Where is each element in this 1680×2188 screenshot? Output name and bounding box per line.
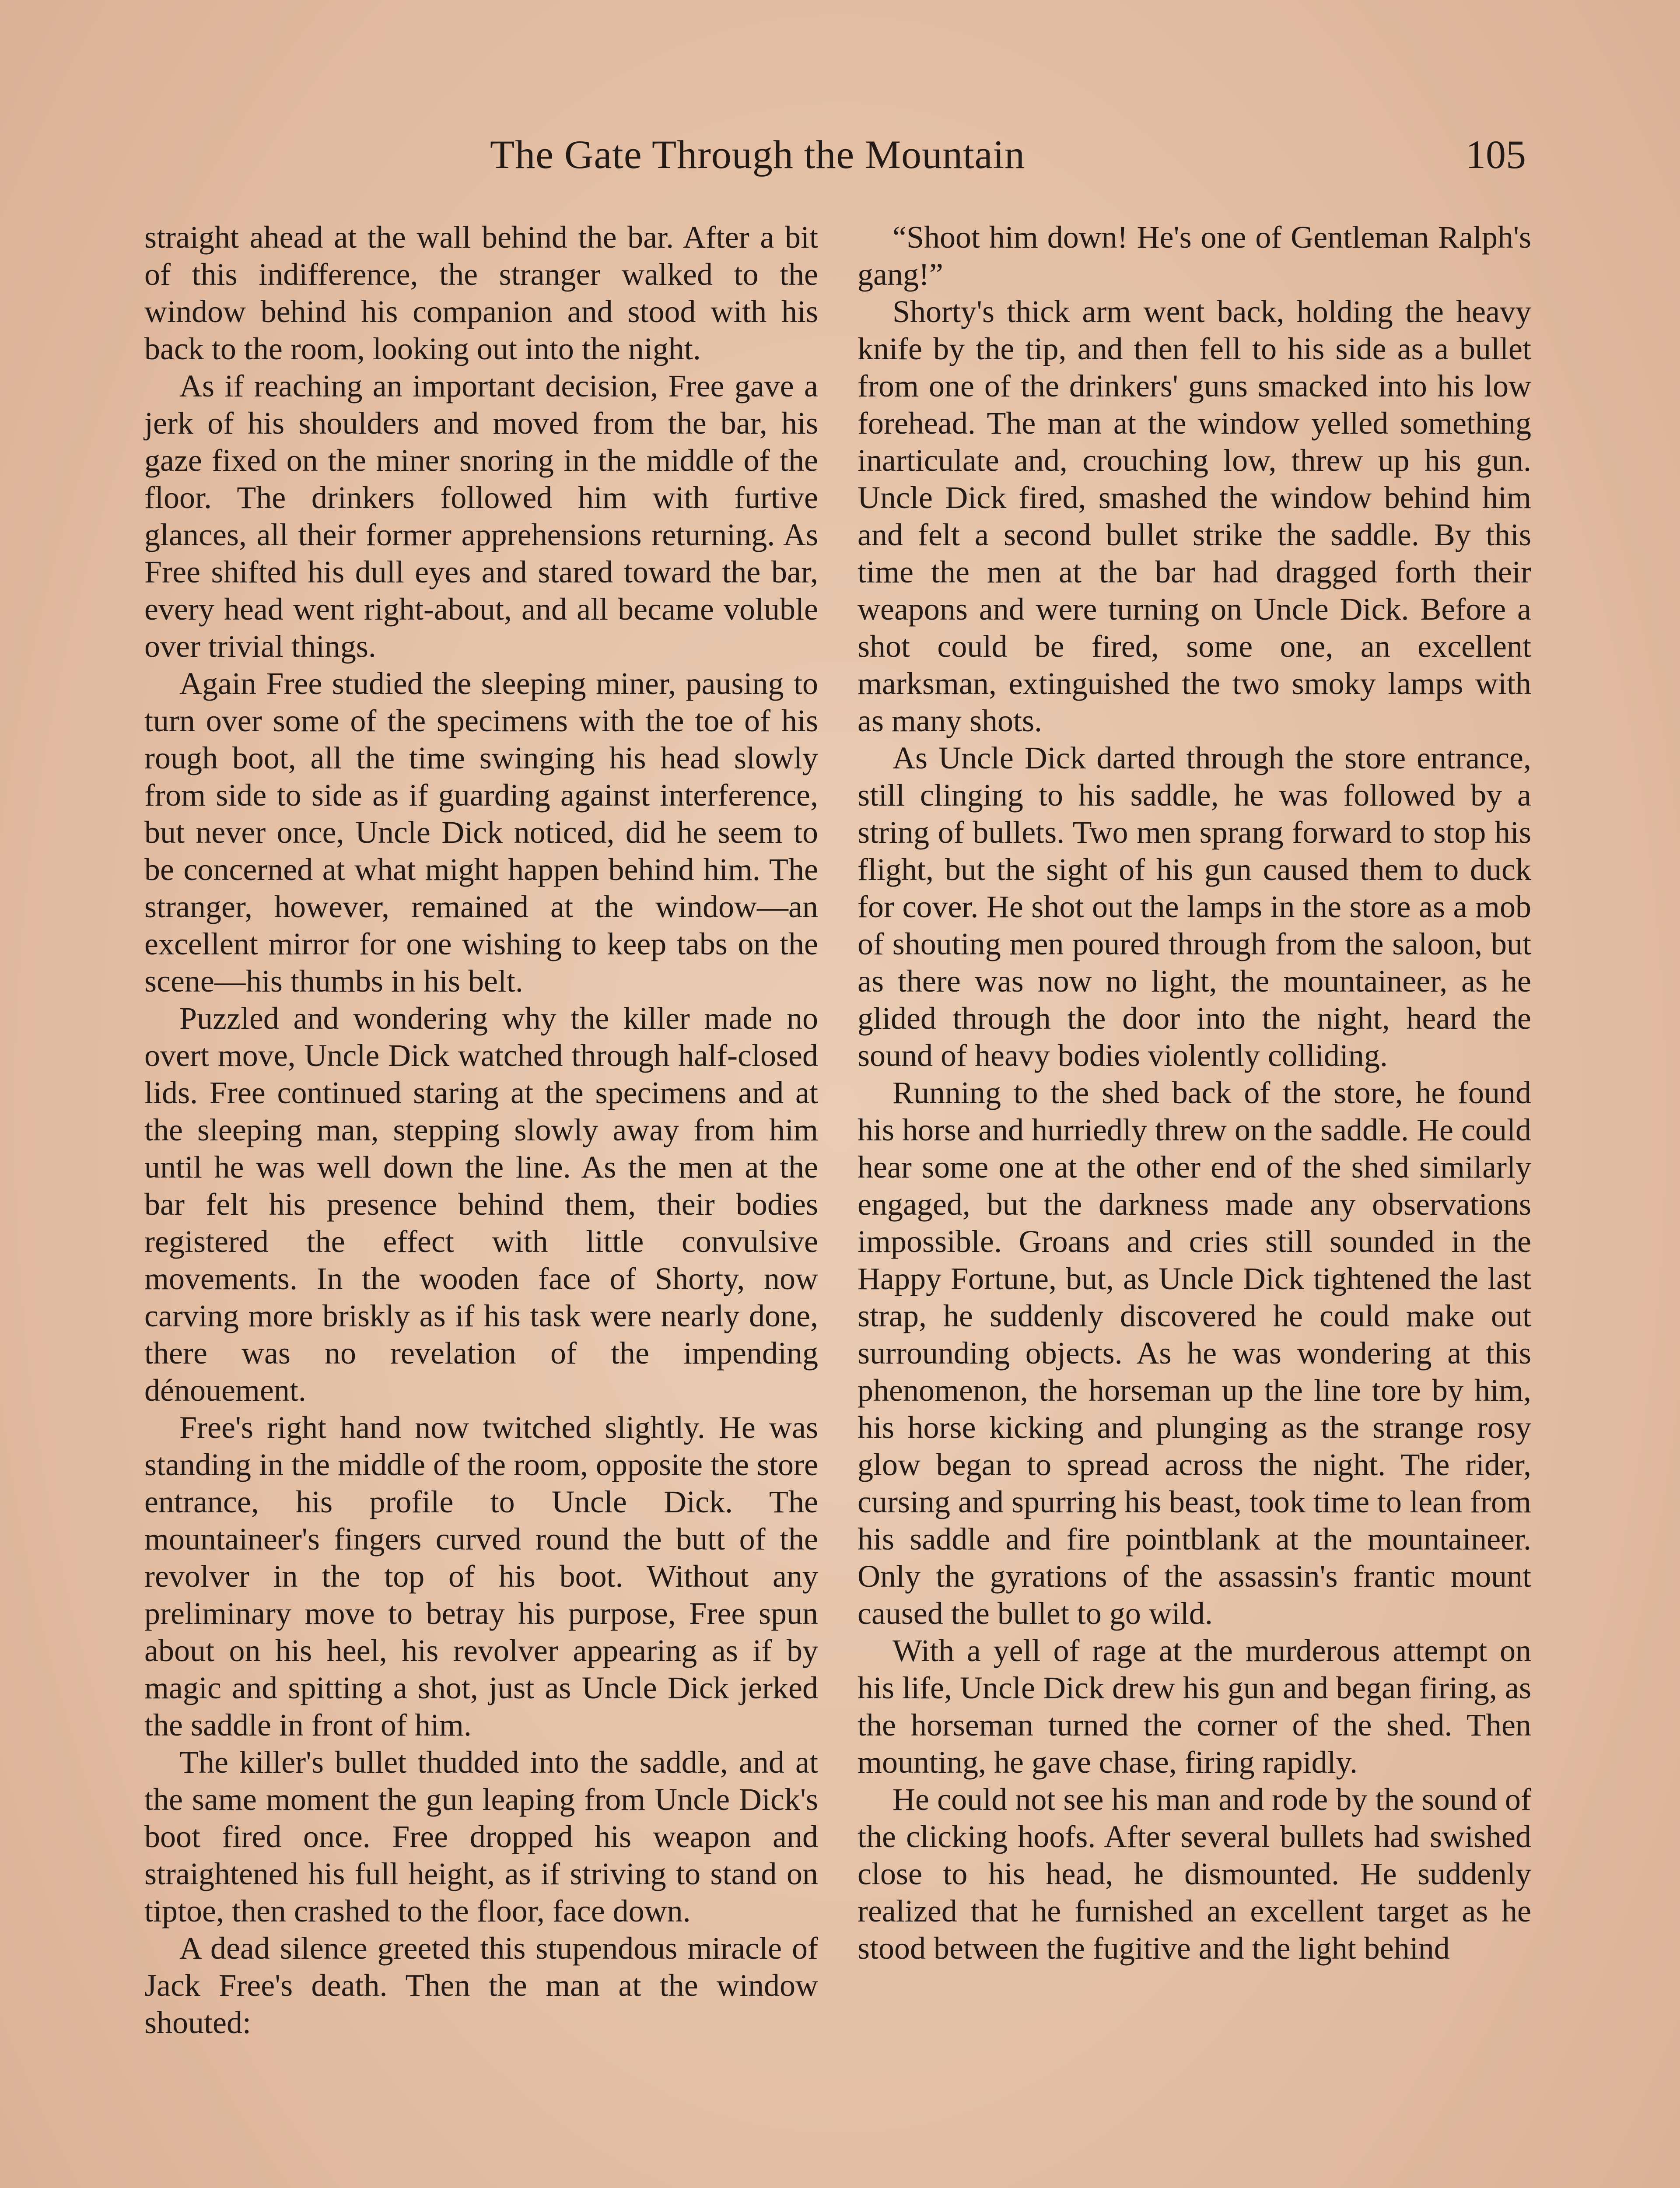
paragraph: straight ahead at the wall behind the bar. After a bit of this indifference, the stranger walked to the window behind his companion and stood with his back to the room, looking out into the night.	[144, 220, 818, 366]
page-header	[0, 127, 1680, 188]
paragraph: Running to the shed back of the store, he found his horse and hurriedly threw on the saddle. He could hear some one at the other end of the shed similarly engaged, but the darkness made any observations impossible. Groans and cries still sounded in the Happy Fortune, but, as Uncle Dick tightened the last strap, he suddenly discovered he could make out surrounding objects. As he was wondering at this phenomenon, the horseman up the line tore by him, his horse kicking and plunging as the strange rosy glow began to spread across the night. The rider, cursing and spurring his beast, took time to lean from his saddle and fire pointblank at the mountaineer. Only the gyrations of the assassin's frantic mount caused the bullet to go wild.	[858, 1075, 1531, 1631]
paragraph: Again Free studied the sleeping miner, pausing to turn over some of the specimens with the toe of his rough boot, all the time swinging his head slowly from side to side as if guarding against interference, but never once, Uncle Dick noticed, did he seem to be concerned at what might happen behind him. The stranger, however, remained at the window—an excellent mirror for one wishing to keep tabs on the scene—his thumbs in his belt.	[144, 666, 818, 999]
paragraph: The killer's bullet thudded into the saddle, and at the same moment the gun leaping from Uncle Dick's boot fired once. Free dropped his weapon and straightened his full height, as if striving to stand on tiptoe, then crashed to the floor, face down.	[144, 1745, 818, 1929]
paragraph: A dead silence greeted this stupendous miracle of Jack Free's death. Then the man at the window shouted:	[144, 1931, 818, 2040]
paragraph: As if reaching an important decision, Free gave a jerk of his shoulders and moved from the bar, his gaze fixed on the miner snoring in the middle of the floor. The drinkers followed him with furtive glances, all their former apprehensions returning. As Free shifted his dull eyes and stared toward the bar, every head went right-about, and all became voluble over trivial things.	[144, 368, 818, 664]
running-title: The Gate Through the Mountain	[490, 132, 1026, 177]
page-number: 105	[1466, 132, 1526, 177]
paragraph: Free's right hand now twitched slightly. He was standing in the middle of the room, opposite the store entrance, his profile to Uncle Dick. The mountaineer's fingers curved round the butt of the revolver in the top of his boot. Without any preliminary move to betray his purpose, Free spun about on his heel, his revolver appearing as if by magic and spitting a shot, just as Uncle Dick jerked the saddle in front of him.	[144, 1410, 818, 1743]
right-column	[858, 219, 1531, 1967]
paragraph: Shorty's thick arm went back, holding the heavy knife by the tip, and then fell to his side as a bullet from one of the drinkers' guns smacked into his low forehead. The man at the window yelled something inarticulate and, crouching low, threw up his gun. Uncle Dick fired, smashed the window behind him and felt a second bullet strike the saddle. By this time the men at the bar had dragged forth their weapons and were turning on Uncle Dick. Before a shot could be fired, some one, an excellent marksman, extinguished the two smoky lamps with as many shots.	[858, 294, 1531, 738]
paragraph: Puzzled and wondering why the killer made no overt move, Uncle Dick watched through half-closed lids. Free continued staring at the specimens and at the sleeping man, stepping slowly away from him until he was well down the line. As the men at the bar felt his presence behind them, their bodies registered the effect with little convulsive movements. In the wooden face of Shorty, now carving more briskly as if his task were nearly done, there was no revelation of the impending dénouement.	[144, 1001, 818, 1408]
paragraph: “Shoot him down! He's one of Gentleman Ralph's gang!”	[858, 220, 1531, 292]
paragraph: He could not see his man and rode by the sound of the clicking hoofs. After several bullets had swished close to his head, he dismounted. He suddenly realized that he furnished an excellent target as he stood between the fugitive and the light behind	[858, 1782, 1531, 1966]
paragraph: With a yell of rage at the murderous attempt on his life, Uncle Dick drew his gun and began firing, as the horseman turned the corner of the shed. Then mounting, he gave chase, firing rapidly.	[858, 1633, 1531, 1780]
left-column	[144, 219, 818, 2041]
paragraph: As Uncle Dick darted through the store entrance, still clinging to his saddle, he was followed by a string of bullets. Two men sprang forward to stop his flight, but the sight of his gun caused them to duck for cover. He shot out the lamps in the store as a mob of shouting men poured through from the saloon, but as there was now no light, the mountaineer, as he glided through the door into the night, heard the sound of heavy bodies violently colliding.	[858, 740, 1531, 1073]
